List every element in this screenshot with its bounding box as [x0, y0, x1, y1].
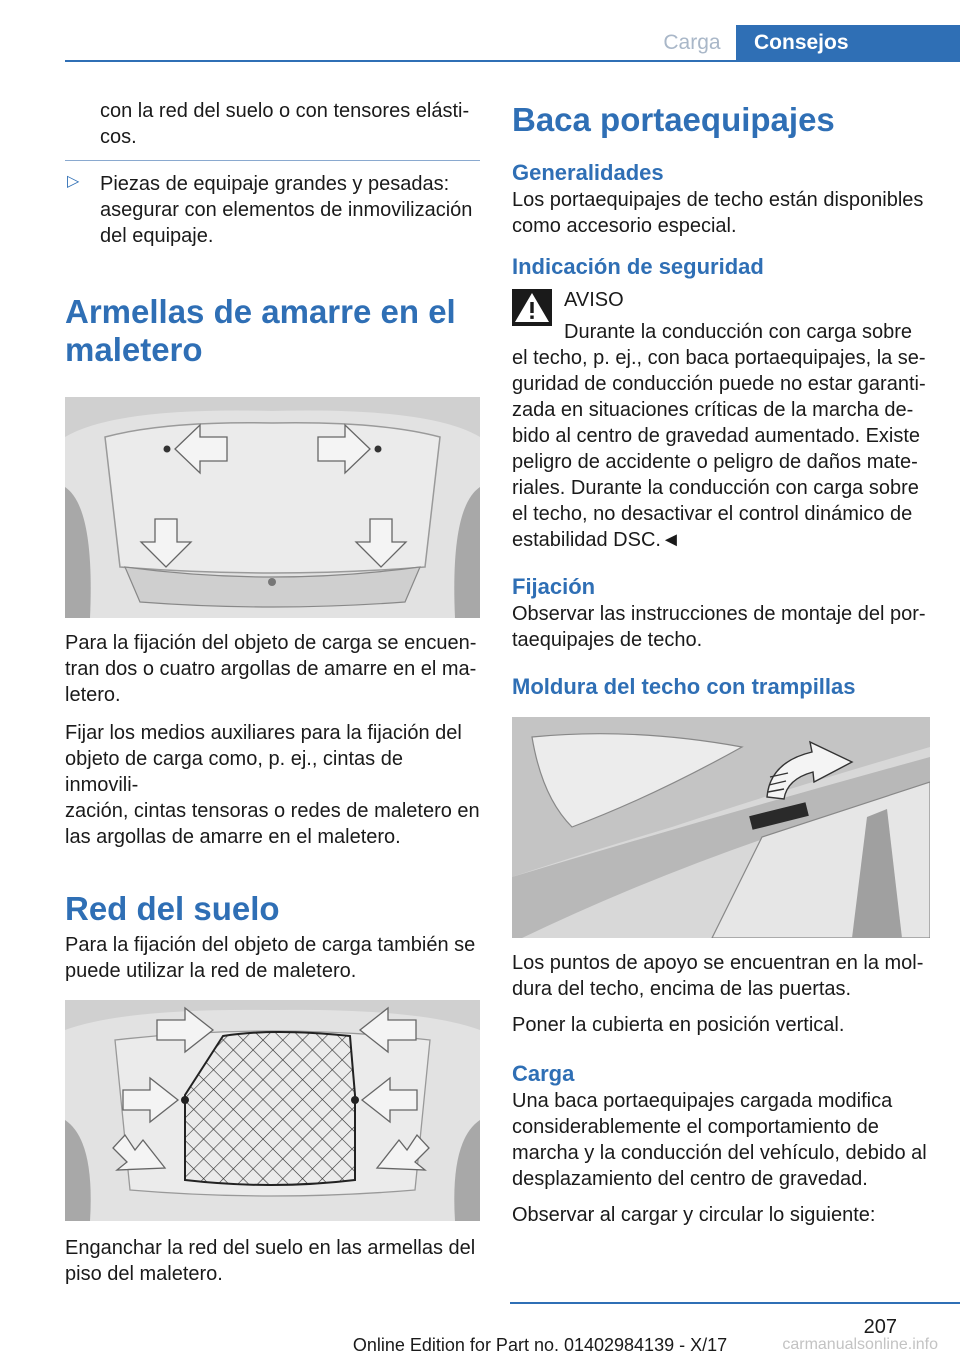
warning-block: [512, 287, 930, 345]
heading-fijacion: Fijación: [512, 574, 596, 599]
heading-red-del-suelo: Red del suelo: [65, 890, 280, 927]
carga-paragraph-1: Una baca portaequipajes cargada modifica considerablemente el comportamiento de marcha y la conducción del vehículo, debido al desplazamiento del centro de gravedad.: [512, 1090, 927, 1190]
red-paragraph-2: Enganchar la red del suelo en las armellas del piso del maletero.: [65, 1237, 476, 1285]
heading-generalidades: Generalidades: [512, 160, 664, 185]
bullet-divider: [65, 160, 480, 161]
left-column: [65, 98, 480, 1287]
trunk-tie-down-illustration: [65, 397, 480, 618]
warning-first-line: Durante la conducción con carga sobre: [564, 321, 912, 343]
moldura-paragraph-2: Poner la cubierta en posición vertical.: [512, 1014, 845, 1036]
armellas-paragraph-1: Para la fijación del objeto de carga se encuen- tran dos o cuatro argollas de amarre en el ma- letero.: [65, 632, 477, 706]
footer-rule: [510, 1302, 960, 1304]
floor-net-illustration: [65, 1000, 480, 1221]
red-paragraph-1: Para la fijación del objeto de carga también se puede utilizar la red de maletero.: [65, 934, 476, 982]
fijacion-paragraph: Observar las instrucciones de montaje del por- taequipajes de techo.: [512, 603, 926, 651]
page-number: 207: [863, 1316, 897, 1338]
edition-footer: Online Edition for Part no. 01402984139 - X/17: [352, 1335, 728, 1355]
section-tab-consejos[interactable]: Consejos: [736, 25, 960, 61]
carga-paragraph-2: Observar al cargar y circular lo siguiente:: [512, 1204, 876, 1226]
bullet-text: Piezas de equipaje grandes y pesadas: asegurar con elementos de inmovilización del equipaje.: [100, 173, 473, 247]
roof-molding-illustration: [512, 717, 930, 938]
warning-text: el techo, p. ej., con baca portaequipajes, la se- guridad de conducción puede no estar garanti- zada en situaciones críticas de la marcha de- bido al centro de gravedad aumentado. Existe peligro de accidente o peligro de daños mate- riales. Durante la conducción con carga sobre el techo, no desactivar el control dinámico de estabilidad DSC.◄: [512, 347, 926, 551]
heading-carga: Carga: [512, 1061, 575, 1086]
continued-text: con la red del suelo o con tensores elásti- cos.: [100, 100, 470, 148]
heading-moldura: Moldura del techo con trampillas: [512, 674, 856, 699]
moldura-paragraph-1: Los puntos de apoyo se encuentran en la mol- dura del techo, encima de las puertas.: [512, 952, 924, 1000]
heading-armellas: Armellas de amarre en el maletero: [65, 293, 456, 368]
bullet-item: [65, 171, 480, 249]
generalidades-paragraph: Los portaequipajes de techo están disponibles como accesorio especial.: [512, 189, 924, 237]
watermark: carmanualsonline.info: [782, 1336, 938, 1353]
warning-triangle-icon: [512, 289, 552, 326]
right-column: [512, 98, 930, 1228]
warning-label: AVISO: [564, 289, 624, 311]
heading-baca-portaequipajes: Baca portaequipajes: [512, 101, 835, 138]
armellas-paragraph-2: Fijar los medios auxiliares para la fijación del objeto de carga como, p. ej., cintas de inmovili- zación, cintas tensoras o redes de maletero en las argollas de amarre en el maletero.: [65, 722, 480, 848]
heading-indicacion-seguridad: Indicación de seguridad: [512, 254, 764, 279]
triangle-bullet-icon: ▷: [67, 173, 80, 190]
section-tab-carga[interactable]: Carga: [663, 31, 721, 54]
